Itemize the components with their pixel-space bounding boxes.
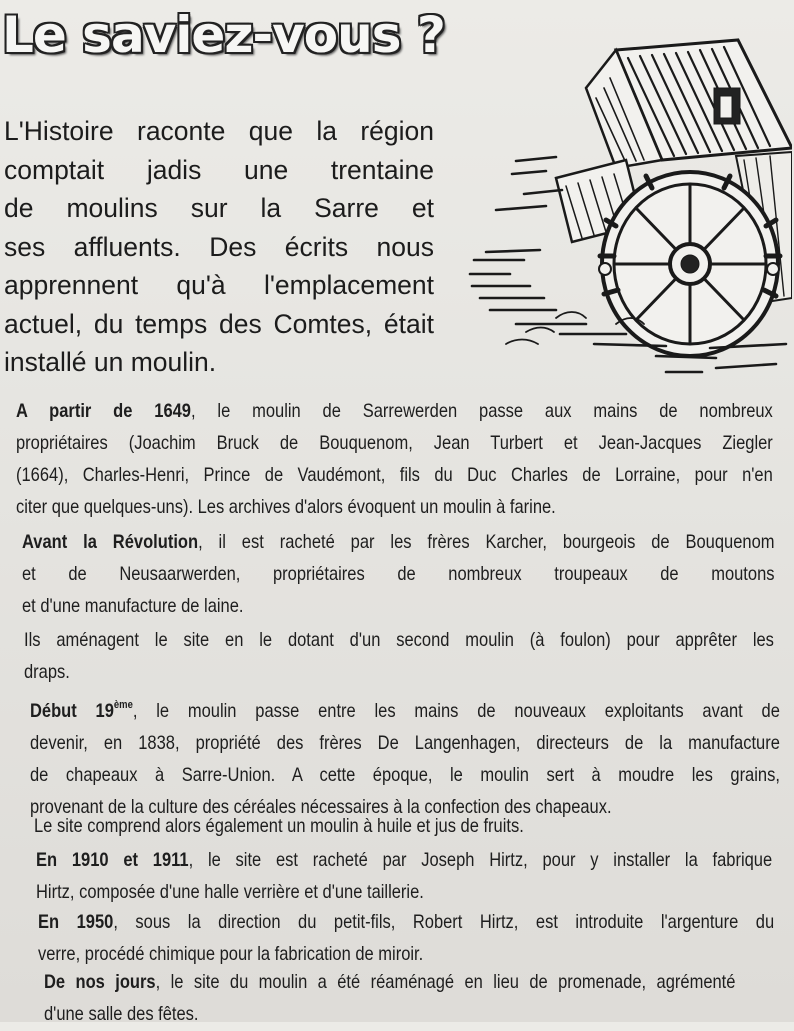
paragraph-line: d'une salle des fêtes.: [44, 1004, 199, 1025]
paragraph-line: , le site du moulin a été réaménagé en lieu de promenade, agrémenté: [155, 972, 736, 993]
paragraph-1950: [38, 907, 774, 971]
intro-line: installé un moulin.: [4, 347, 217, 377]
paragraph-line: draps.: [24, 662, 70, 683]
intro-line: ses affluents. Des écrits nous: [4, 231, 434, 262]
intro-line: comptait jadis une trentaine: [4, 154, 434, 185]
paragraph-oil-mill: [34, 811, 774, 843]
intro-line: de moulins sur la Sarre et: [4, 193, 434, 223]
paragraph-line: provenant de la culture des céréales nécessaires à la confection des chapeaux.: [30, 797, 612, 818]
paragraph-revolution: [22, 527, 775, 623]
paragraph-lead: En 1950: [38, 912, 114, 933]
paragraph-lead-sup: ème: [113, 699, 133, 711]
paragraph-line: Hirtz, composée d'une halle verrière et d'une taillerie.: [36, 882, 424, 903]
paragraph-line: de chapeaux à Sarre-Union. A cette époque, le moulin sert à moudre les grains,: [30, 765, 780, 786]
paragraph-19th-century: [30, 689, 780, 824]
paragraph-line: et d'une manufacture de laine.: [22, 596, 244, 617]
paragraph-foulon: [24, 625, 774, 689]
paragraph-lead: De nos jours: [44, 972, 156, 993]
paragraph-line: verre, procédé chimique pour la fabrication de miroir.: [38, 944, 424, 965]
paragraph-lead: En 1910 et 1911: [36, 850, 189, 871]
paragraph-line: , le moulin de Sarrewerden passe aux mains de nombreux: [190, 401, 773, 422]
page-title: Le saviez-vous ?: [2, 6, 445, 64]
paragraph-line: (1664), Charles-Henri, Prince de Vaudémont, fils du Duc Charles de Lorraine, pour n'en: [16, 465, 773, 486]
paragraph-lead: Avant la Révolution: [22, 532, 199, 553]
paragraph-line: devenir, en 1838, propriété des frères De Langenhagen, directeurs de la manufacture: [30, 733, 780, 754]
paragraph-1649: [16, 396, 773, 524]
paragraph-today: [44, 967, 735, 1031]
paragraph-line: , sous la direction du petit-fils, Robert Hirtz, est introduite l'argenture du: [113, 912, 775, 933]
paragraph-line: , le moulin passe entre les mains de nouveaux exploitants avant de: [132, 701, 780, 722]
paragraph-line: et de Neusaarwerden, propriétaires de nombreux troupeaux de moutons: [22, 564, 775, 585]
paragraph-lead: Début 19: [30, 701, 114, 722]
paragraph-lead: A partir de 1649: [16, 401, 191, 422]
paragraph-line: , il est racheté par les frères Karcher, bourgeois de Bouquenom: [198, 532, 775, 553]
paragraph-line: citer que quelques-uns). Les archives d'alors évoquent un moulin à farine.: [16, 497, 556, 518]
intro-line: apprennent qu'à l'emplacement: [4, 270, 434, 300]
paragraph-line: propriétaires (Joachim Bruck de Bouquenom, Jean Turbert et Jean-Jacques Ziegler: [16, 433, 773, 454]
paragraph-1910: [36, 845, 772, 909]
intro-line: L'Histoire raconte que la région: [4, 116, 434, 146]
paragraph-line: Ils aménagent le site en le dotant d'un second moulin (à foulon) pour apprêter les: [24, 630, 774, 651]
paragraph-line: Le site comprend alors également un moulin à huile et jus de fruits.: [34, 816, 524, 837]
intro-line: actuel, du temps des Comtes, était: [4, 308, 434, 339]
paragraph-line: , le site est racheté par Joseph Hirtz, pour y installer la fabrique: [188, 850, 773, 871]
